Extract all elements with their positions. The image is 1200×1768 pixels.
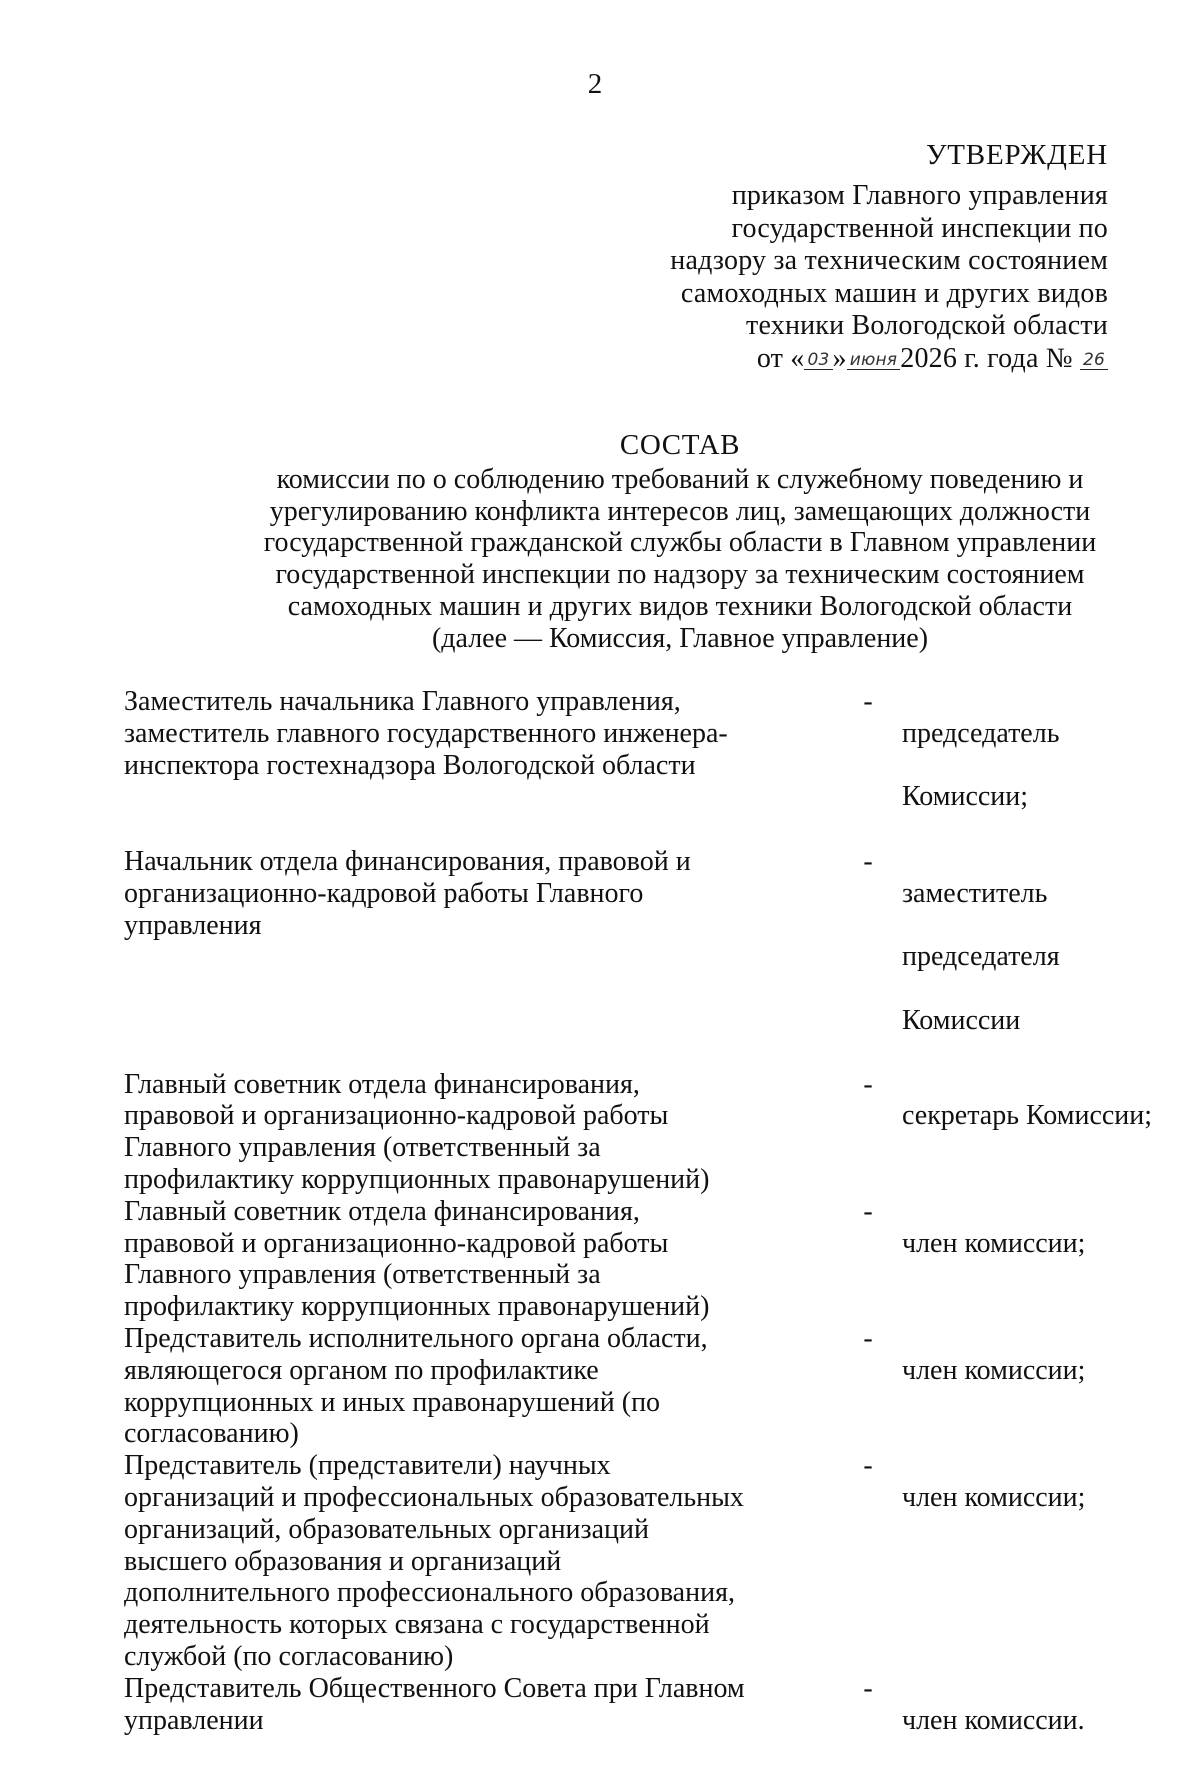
member-dash: -: [863, 1450, 873, 1482]
member-role: председатель Комиссии;: [902, 717, 1060, 813]
member-row: [124, 1323, 1174, 1450]
approval-heading: УТВЕРЖДЕН: [925, 139, 1108, 171]
date-year: 2026 г. года №: [900, 342, 1073, 374]
document-title: СОСТАВ: [619, 429, 741, 461]
title-subline: государственной гражданской службы области в Главном управлении: [263, 527, 1097, 559]
handwritten-day: 03: [804, 351, 832, 370]
member-position: Главный советник отдела финансирования, правовой и организационно-кадровой работы Главного управления (ответственный за профилактику коррупционных правонарушений): [124, 1195, 710, 1323]
member-dash: -: [863, 845, 873, 877]
member-position: Главный советник отдела финансирования, правовой и организационно-кадровой работы Главного управления (ответственный за профилактику коррупционных правонарушений): [124, 1068, 710, 1195]
date-prefix: от «: [756, 342, 805, 374]
member-role: член комиссии;: [902, 1354, 1086, 1386]
approval-line: приказом Главного управления: [731, 180, 1108, 211]
title-subline: комиссии по о соблюдению требований к служебному поведению и: [276, 464, 1084, 495]
order-date-line: [670, 343, 1108, 376]
commission-members-list: [124, 686, 1174, 1768]
member-role: член комиссии;: [902, 1227, 1086, 1259]
approval-block: [670, 138, 1108, 375]
member-dash: -: [863, 686, 873, 717]
member-position: Представитель (представители) научных организаций и профессиональных образовательных организаций, образовательных организаций высшего образования и организаций дополнительного профессионального образования, деятельность которых связана с государственной службой (по согласованию): [124, 1450, 744, 1672]
title-subline: урегулированию конфликта интересов лиц, замещающих должности: [269, 495, 1091, 527]
handwritten-order-number: 26: [1080, 351, 1108, 370]
member-row: [124, 1196, 1174, 1323]
member-role: заместитель председателя Комиссии: [902, 877, 1060, 1036]
member-role: член комиссии.: [902, 1704, 1085, 1736]
member-position: Заместитель начальника Главного управления, заместитель главного государственного инженера- инспектора гостехнадзора Вологодской области: [124, 686, 728, 781]
title-subline: (далее — Комиссия, Главное управление): [431, 622, 929, 654]
approval-line: техники Вологодской области: [746, 310, 1108, 341]
member-row: [124, 1450, 1174, 1673]
member-dash: -: [863, 1322, 873, 1354]
member-row: [124, 1069, 1174, 1196]
handwritten-month: июня: [847, 351, 901, 370]
member-row: [124, 1673, 1174, 1768]
member-row: [124, 686, 1174, 845]
member-role: член комиссии;: [902, 1481, 1086, 1513]
title-subline: государственной инспекции по надзору за техническим состоянием: [275, 559, 1085, 591]
approval-line: самоходных машин и других видов: [680, 277, 1108, 309]
member-row: [124, 846, 1174, 1069]
member-position: Представитель исполнительного органа области, являющегося органом по профилактике коррупционных и иных правонарушений (по согласованию): [124, 1322, 708, 1450]
title-subline: самоходных машин и других видов техники Вологодской области: [287, 590, 1073, 622]
approval-line: надзору за техническим состоянием: [670, 245, 1108, 276]
member-dash: -: [863, 1195, 873, 1227]
approval-line: государственной инспекции по: [731, 212, 1108, 244]
member-dash: -: [863, 1672, 873, 1704]
member-role: секретарь Комиссии;: [902, 1100, 1153, 1132]
member-position: Начальник отдела финансирования, правовой и организационно-кадровой работы Главного управления: [124, 845, 691, 941]
document-title-block: [220, 428, 1140, 654]
member-dash: -: [863, 1068, 873, 1100]
date-mid: »: [832, 342, 847, 374]
page-number: 2: [587, 68, 603, 100]
member-position: Представитель Общественного Совета при Главном управлении: [124, 1672, 745, 1736]
